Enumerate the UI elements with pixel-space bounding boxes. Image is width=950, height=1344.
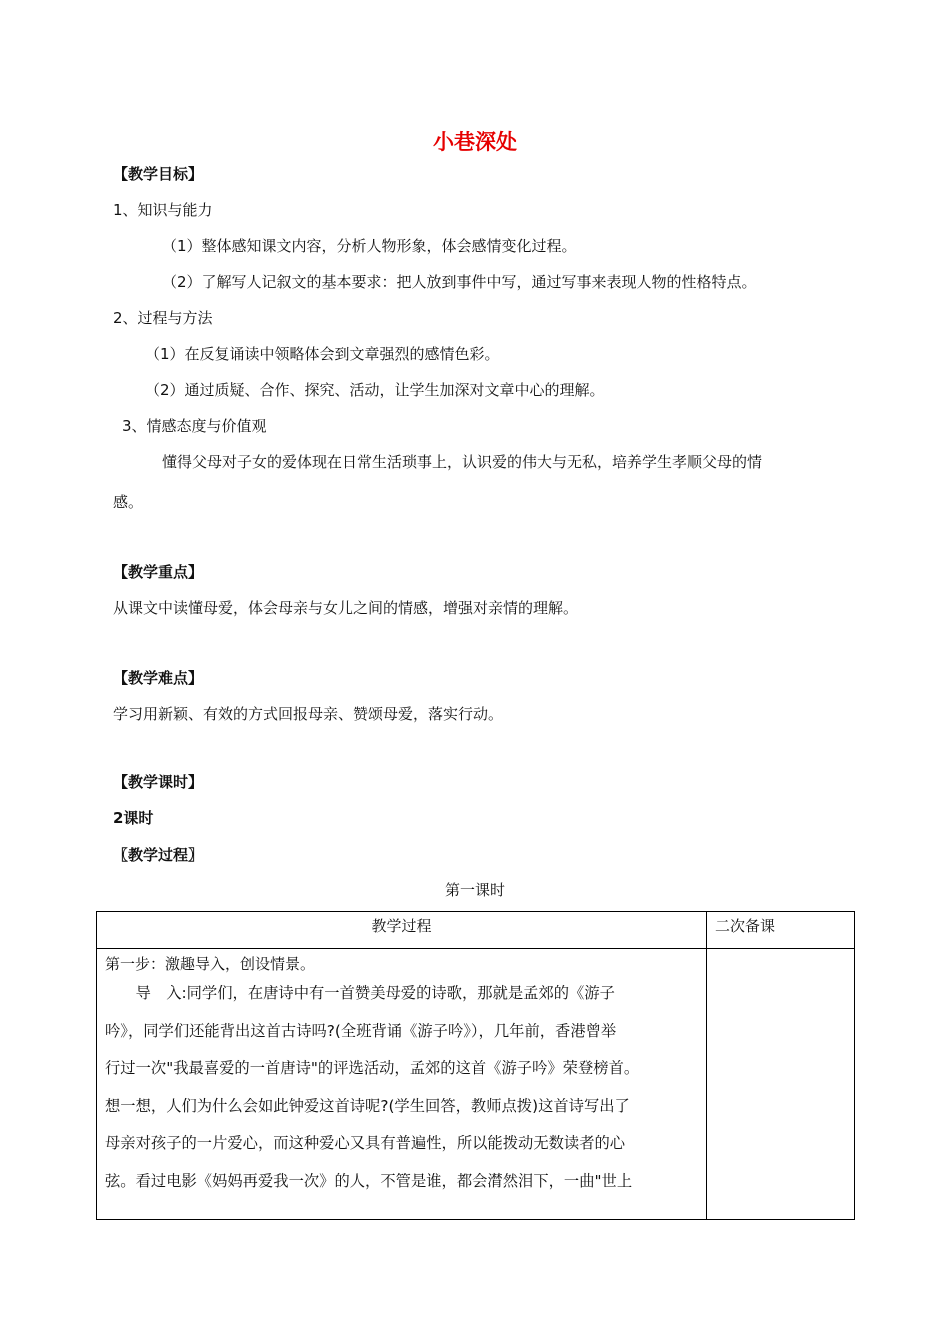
table-row [97, 949, 855, 1220]
difficulty-heading: 【教学难点】 [113, 669, 204, 687]
goals-section-3: 3、情感态度与价值观 [122, 417, 267, 435]
header-second-prep: 二次备课 [707, 912, 855, 949]
key-points-heading: 【教学重点】 [113, 563, 204, 581]
step-title: 第一步：激趣导入，创设情景。 [105, 955, 316, 973]
page-title: 小巷深处 [433, 130, 517, 154]
lesson-table [96, 911, 855, 1220]
header-teaching-process: 教学过程 [97, 912, 707, 949]
difficulty-text: 学习用新颖、有效的方式回报母亲、赞颂母爱，落实行动。 [113, 705, 504, 723]
paragraph-line-3: 行过一次"我最喜爱的一首唐诗"的评选活动，孟郊的这首《游子吟》荣登榜首。 [105, 1059, 640, 1077]
process-cell [97, 949, 707, 1220]
hours-text: 2课时 [113, 809, 154, 827]
goals-item-2-2: （2）通过质疑、合作、探究、活动，让学生加深对文章中心的理解。 [145, 381, 605, 399]
goals-item-3-line-1: 懂得父母对子女的爱体现在日常生活琐事上，认识爱的伟大与无私，培养学生孝顺父母的情 [162, 453, 763, 471]
goals-item-1-1: （1）整体感知课文内容，分析人物形象，体会感情变化过程。 [162, 237, 577, 255]
key-points-text: 从课文中读懂母爱，体会母亲与女儿之间的情感，增强对亲情的理解。 [113, 599, 579, 617]
hours-heading: 【教学课时】 [113, 773, 204, 791]
goals-item-2-1: （1）在反复诵读中领略体会到文章强烈的感情色彩。 [145, 345, 500, 363]
goals-item-3-line-2: 感。 [113, 493, 144, 511]
goals-item-1-2: （2）了解写人记叙文的基本要求：把人放到事件中写，通过写事来表现人物的性格特点。 [162, 273, 757, 291]
process-heading: 〖教学过程〗 [113, 846, 204, 864]
paragraph-line-1: 导 入:同学们，在唐诗中有一首赞美母爱的诗歌，那就是孟郊的《游子 [105, 984, 615, 1002]
second-prep-cell [707, 949, 855, 1220]
session-label: 第一课时 [444, 881, 505, 899]
paragraph-line-4: 想一想，人们为什么会如此钟爱这首诗呢?(学生回答，教师点拨)这首诗写出了 [105, 1096, 630, 1115]
paragraph-line-2: 吟》，同学们还能背出这首古诗吗?(全班背诵《游子吟》），几年前，香港曾举 [105, 1021, 617, 1040]
table-header-row [97, 912, 855, 949]
goals-section-2: 2、过程与方法 [113, 309, 213, 327]
goals-section-1: 1、知识与能力 [113, 201, 213, 219]
goals-heading: 【教学目标】 [113, 165, 204, 183]
paragraph-line-6: 弦。看过电影《妈妈再爱我一次》的人，不管是谁，都会潸然泪下，一曲"世上 [105, 1171, 633, 1190]
paragraph-line-5: 母亲对孩子的一片爱心，而这种爱心又具有普遍性，所以能拨动无数读者的心 [105, 1134, 626, 1152]
